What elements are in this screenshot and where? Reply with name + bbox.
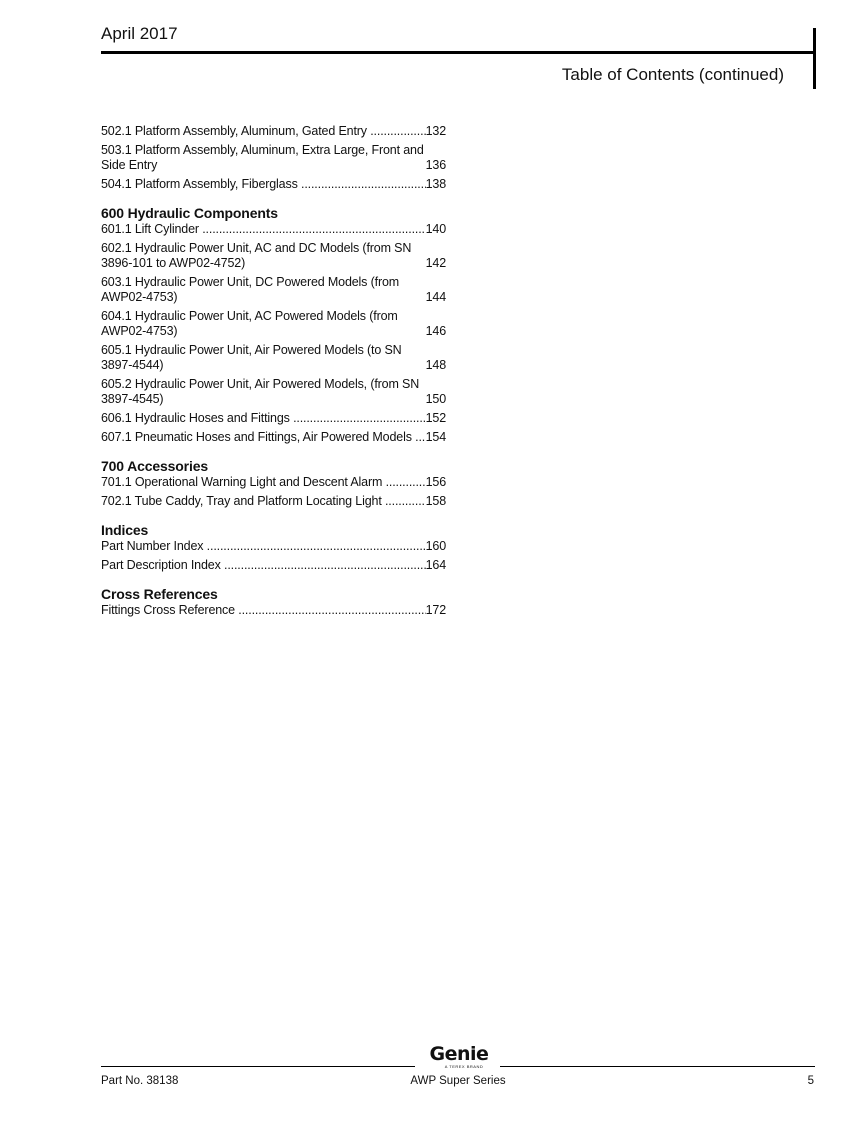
toc-entry-text: 607.1 Pneumatic Hoses and Fittings, Air Powered Models ..... — [101, 430, 426, 445]
toc-entry[interactable] — [101, 343, 446, 373]
toc-entry-page: 164 — [425, 558, 446, 572]
section-heading: Cross References — [101, 586, 218, 602]
toc-entry[interactable] — [101, 309, 446, 339]
toc-entry-text: Fittings Cross Reference ..... — [101, 603, 426, 618]
toc-entry-page: 150 — [425, 392, 446, 406]
toc-entry-page: 140 — [425, 222, 446, 236]
toc-entry-text: Part Number Index ..... — [101, 539, 426, 554]
toc-entry[interactable] — [101, 430, 446, 445]
footer-rule-right — [500, 1066, 815, 1067]
toc-entry-page: 172 — [425, 603, 446, 617]
header-vertical-rule — [813, 28, 816, 89]
toc-entry-page: 160 — [425, 539, 446, 553]
toc-entry-text: 701.1 Operational Warning Light and Descent Alarm ..... — [101, 475, 426, 490]
toc-entry-page: 138 — [425, 177, 446, 191]
toc-entry-page: 148 — [425, 358, 446, 372]
toc-entry-text: 502.1 Platform Assembly, Aluminum, Gated Entry ..... — [101, 124, 426, 139]
page-title: Table of Contents (continued) — [561, 65, 784, 84]
toc-entry-text: 602.1 Hydraulic Power Unit, AC and DC Models (from SN 3896-101 to AWP02-4752) ..... — [101, 241, 426, 271]
toc-entry-text: 503.1 Platform Assembly, Aluminum, Extra Large, Front and Side Entry ..... — [101, 143, 426, 173]
toc-entry-text: 605.2 Hydraulic Power Unit, Air Powered Models, (from SN 3897-4545) ..... — [101, 377, 426, 407]
toc-entry-text: 604.1 Hydraulic Power Unit, AC Powered Models (from AWP02-4753) ..... — [101, 309, 426, 339]
section-heading: 700 Accessories — [101, 458, 208, 474]
toc-entry-text: 702.1 Tube Caddy, Tray and Platform Locating Light ..... — [101, 494, 426, 509]
toc-entry[interactable] — [101, 177, 446, 192]
toc-entry-text: 603.1 Hydraulic Power Unit, DC Powered Models (from AWP02-4753) ..... — [101, 275, 426, 305]
toc-entry-page: 136 — [425, 158, 446, 172]
logo-tagline: A TEREX BRAND — [444, 1064, 484, 1069]
table-of-contents — [101, 124, 446, 622]
toc-entry-page: 146 — [425, 324, 446, 338]
toc-entry-page: 144 — [425, 290, 446, 304]
section-heading: 600 Hydraulic Components — [101, 205, 278, 221]
toc-entry[interactable] — [101, 558, 446, 573]
toc-entry[interactable] — [101, 275, 446, 305]
footer-series: AWP Super Series — [410, 1075, 506, 1087]
footer-rule-left — [101, 1066, 415, 1067]
toc-entry-page: 142 — [425, 256, 446, 270]
toc-entry-page: 158 — [425, 494, 446, 508]
header-rule — [101, 51, 815, 54]
toc-entry-text: 601.1 Lift Cylinder ..... — [101, 222, 426, 237]
toc-entry-text: 605.1 Hydraulic Power Unit, Air Powered Models (to SN 3897-4544) ..... — [101, 343, 426, 373]
toc-entry-text: 606.1 Hydraulic Hoses and Fittings ..... — [101, 411, 426, 426]
toc-entry[interactable] — [101, 603, 446, 618]
logo-wordmark: Genie — [429, 1043, 489, 1065]
toc-entry-page: 132 — [425, 124, 446, 138]
toc-entry-text: Part Description Index ..... — [101, 558, 426, 573]
toc-entry[interactable] — [101, 411, 446, 426]
toc-entry[interactable] — [101, 539, 446, 554]
toc-entry-text: 504.1 Platform Assembly, Fiberglass ..... — [101, 177, 426, 192]
toc-entry[interactable] — [101, 143, 446, 173]
genie-logo — [418, 1044, 500, 1069]
toc-entry-page: 154 — [425, 430, 446, 444]
section-heading: Indices — [101, 522, 149, 538]
header-date: April 2017 — [101, 24, 178, 43]
toc-entry[interactable] — [101, 222, 446, 237]
footer-page-number: 5 — [807, 1075, 814, 1087]
footer-part-number: Part No. 38138 — [101, 1075, 179, 1087]
toc-entry[interactable] — [101, 475, 446, 490]
toc-entry-page: 156 — [425, 475, 446, 489]
toc-entry-page: 152 — [425, 411, 446, 425]
toc-entry[interactable] — [101, 124, 446, 139]
toc-entry[interactable] — [101, 377, 446, 407]
toc-entry[interactable] — [101, 241, 446, 271]
toc-entry[interactable] — [101, 494, 446, 509]
